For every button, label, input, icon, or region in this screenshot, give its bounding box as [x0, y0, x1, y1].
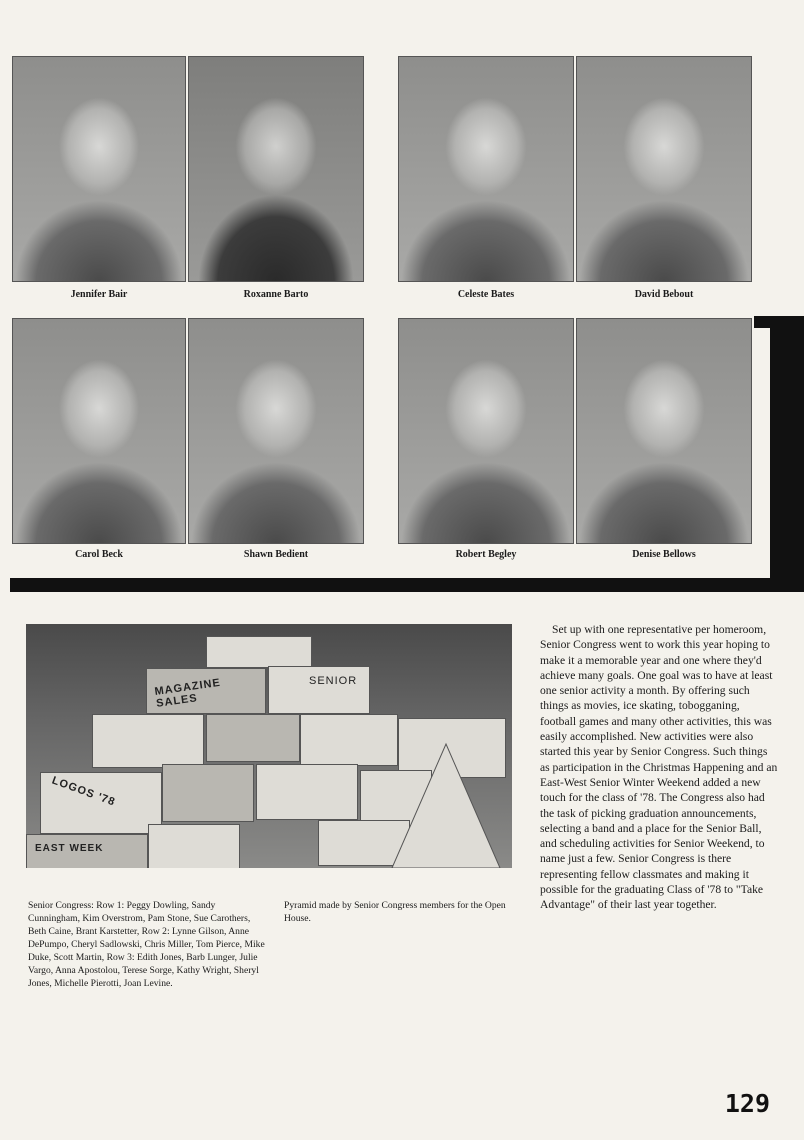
portrait-caption: Robert Begley [455, 549, 517, 560]
page-number: 129 [724, 1089, 770, 1118]
box-label: EAST WEEK [35, 843, 104, 854]
portrait-photo [188, 318, 364, 544]
box-label: LOGOS '78 [50, 774, 117, 809]
portrait-photo [576, 56, 752, 282]
congress-caption: Senior Congress: Row 1: Peggy Dowling, Sandy Cunningham, Kim Overstrom, Pam Stone, Sue Carothers, Beth Caine, Brant Karstetter, Row 2: Lynne Gilson, Anne DePumpo, Cheryl Sadlowski, Chris Miller, Tom Pierce, Mike Duke, Scott Martin, Row 3: Edith Jones, Barb Lunger, Julie Vargo, Anna Apostolou, Terese Sorge, Kathy Wright, Sheryl Jones, Michelle Pierotti, Joan Levine. [28, 900, 265, 989]
frame-bar-right [770, 316, 804, 592]
portrait-photo [576, 318, 752, 544]
portrait-photo [398, 318, 574, 544]
article-body: Set up with one representative per homeroom, Senior Congress went to work this year hoping to make it a memorable year and one where they'd achieve many goals. One goal was to have at least one senior activity a month. By offering such things as movies, ice skating, tobogganing, football games and many other activities, this was easily accomplished. New activities were also started this year by Senior Congress. Such things as participation in the Christmas Happening and an East-West Senior Winter Weekend added a new touch for the class of '78. The Congress also had the task of picking graduation announcements, selecting a band and a place for the Senior Ball, and scheduling activities for Senior Weekend, to name just a few. Senior Congress is there representing fellow classmates and making it possible for the graduating Class of '78 to "Take Advantage" of their last year together. [540, 623, 778, 912]
pyramid-caption: Pyramid made by Senior Congress members for the Open House. [284, 900, 506, 924]
portrait-photo [12, 56, 186, 282]
pyramid-shape [26, 624, 512, 868]
box-label: MAGAZINE SALES [153, 676, 222, 710]
portrait-caption: Denise Bellows [632, 549, 696, 560]
portrait-photo [398, 56, 574, 282]
group-photo [26, 624, 512, 868]
portrait-caption: David Bebout [634, 289, 694, 300]
portrait-photo [188, 56, 364, 282]
portrait-caption: Shawn Bedient [243, 549, 309, 560]
portrait-caption: Roxanne Barto [243, 289, 309, 300]
portrait-photo [12, 318, 186, 544]
portrait-caption: Carol Beck [75, 549, 123, 560]
portrait-caption: Jennifer Bair [70, 289, 128, 300]
frame-bar-bottom [10, 578, 804, 592]
box-label: SENIOR [309, 675, 358, 687]
portrait-caption: Celeste Bates [457, 289, 515, 300]
